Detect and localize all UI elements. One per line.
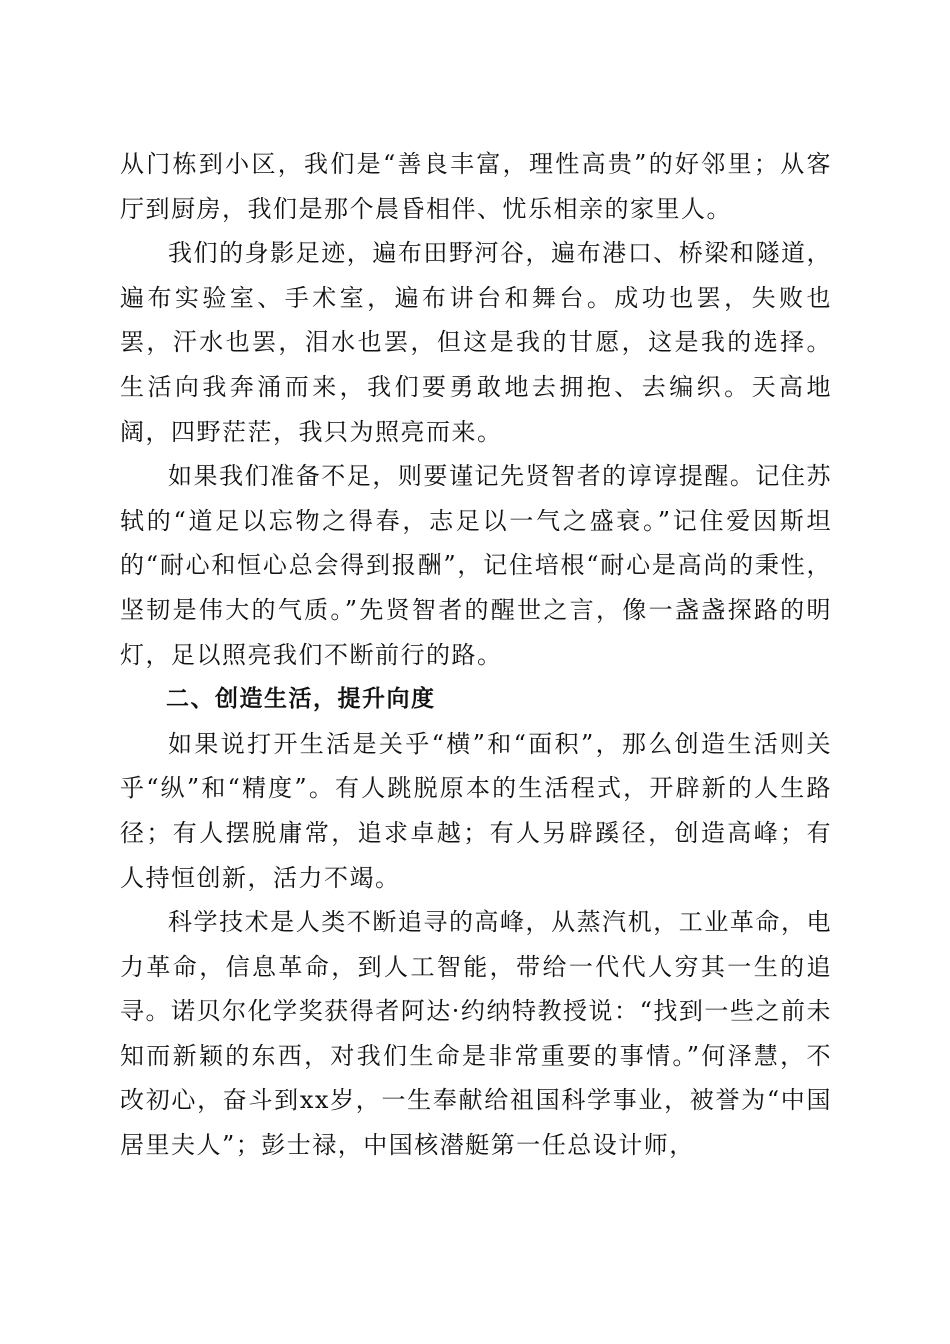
section-heading: 二、创造生活，提升向度 (166, 686, 436, 713)
document-body (120, 142, 832, 1168)
paragraph-science: 科学技术是人类不断追寻的高峰，从蒸汽机，工业革命，电力革命，信息革命，到人工智能，带给一代代人穷其一生的追寻。诺贝尔化学奖获得者阿达·约纳特教授说：“找到一些之前未知而新颖的东西，对我们生命是非常重要的事情。”何泽慧，不改初心，奋斗到xx岁，一生奉献给祖国科学事业，被誉为“中国居里夫人”；彭士禄，中国核潜艇第一任总设计师， (120, 908, 832, 1160)
paragraph-footprints: 我们的身影足迹，遍布田野河谷，遍布港口、桥梁和隧道，遍布实验室、手术室，遍布讲台和舞台。成功也罢，失败也罢，汗水也罢，泪水也罢，但这是我的甘愿，这是我的选择。生活向我奔涌而来，我们要勇敢地去拥抱、去编织。天高地阔，四野茫茫，我只为照亮而来。 (120, 239, 832, 446)
paragraph-sages: 如果我们准备不足，则要谨记先贤智者的谆谆提醒。记住苏轼的“道足以忘物之得春，志足以一气之盛衰。”记住爱因斯坦的“耐心和恒心总会得到报酬”，记住培根“耐心是高尚的秉性，坚韧是伟大的气质。”先贤智者的醒世之言，像一盏盏探路的明灯，足以照亮我们不断前行的路。 (120, 462, 832, 669)
paragraph-continuation: 从门栋到小区，我们是“善良丰富，理性高贵”的好邻里；从客厅到厨房，我们是那个晨昏相伴、忧乐相亲的家里人。 (120, 150, 832, 223)
paragraph-create-life: 如果说打开生活是关乎“横”和“面积”，那么创造生活则关乎“纵”和“精度”。有人跳脱原本的生活程式，开辟新的人生路径；有人摆脱庸常，追求卓越；有人另辟蹊径，创造高峰；有人持恒创新，活力不竭。 (120, 729, 832, 892)
